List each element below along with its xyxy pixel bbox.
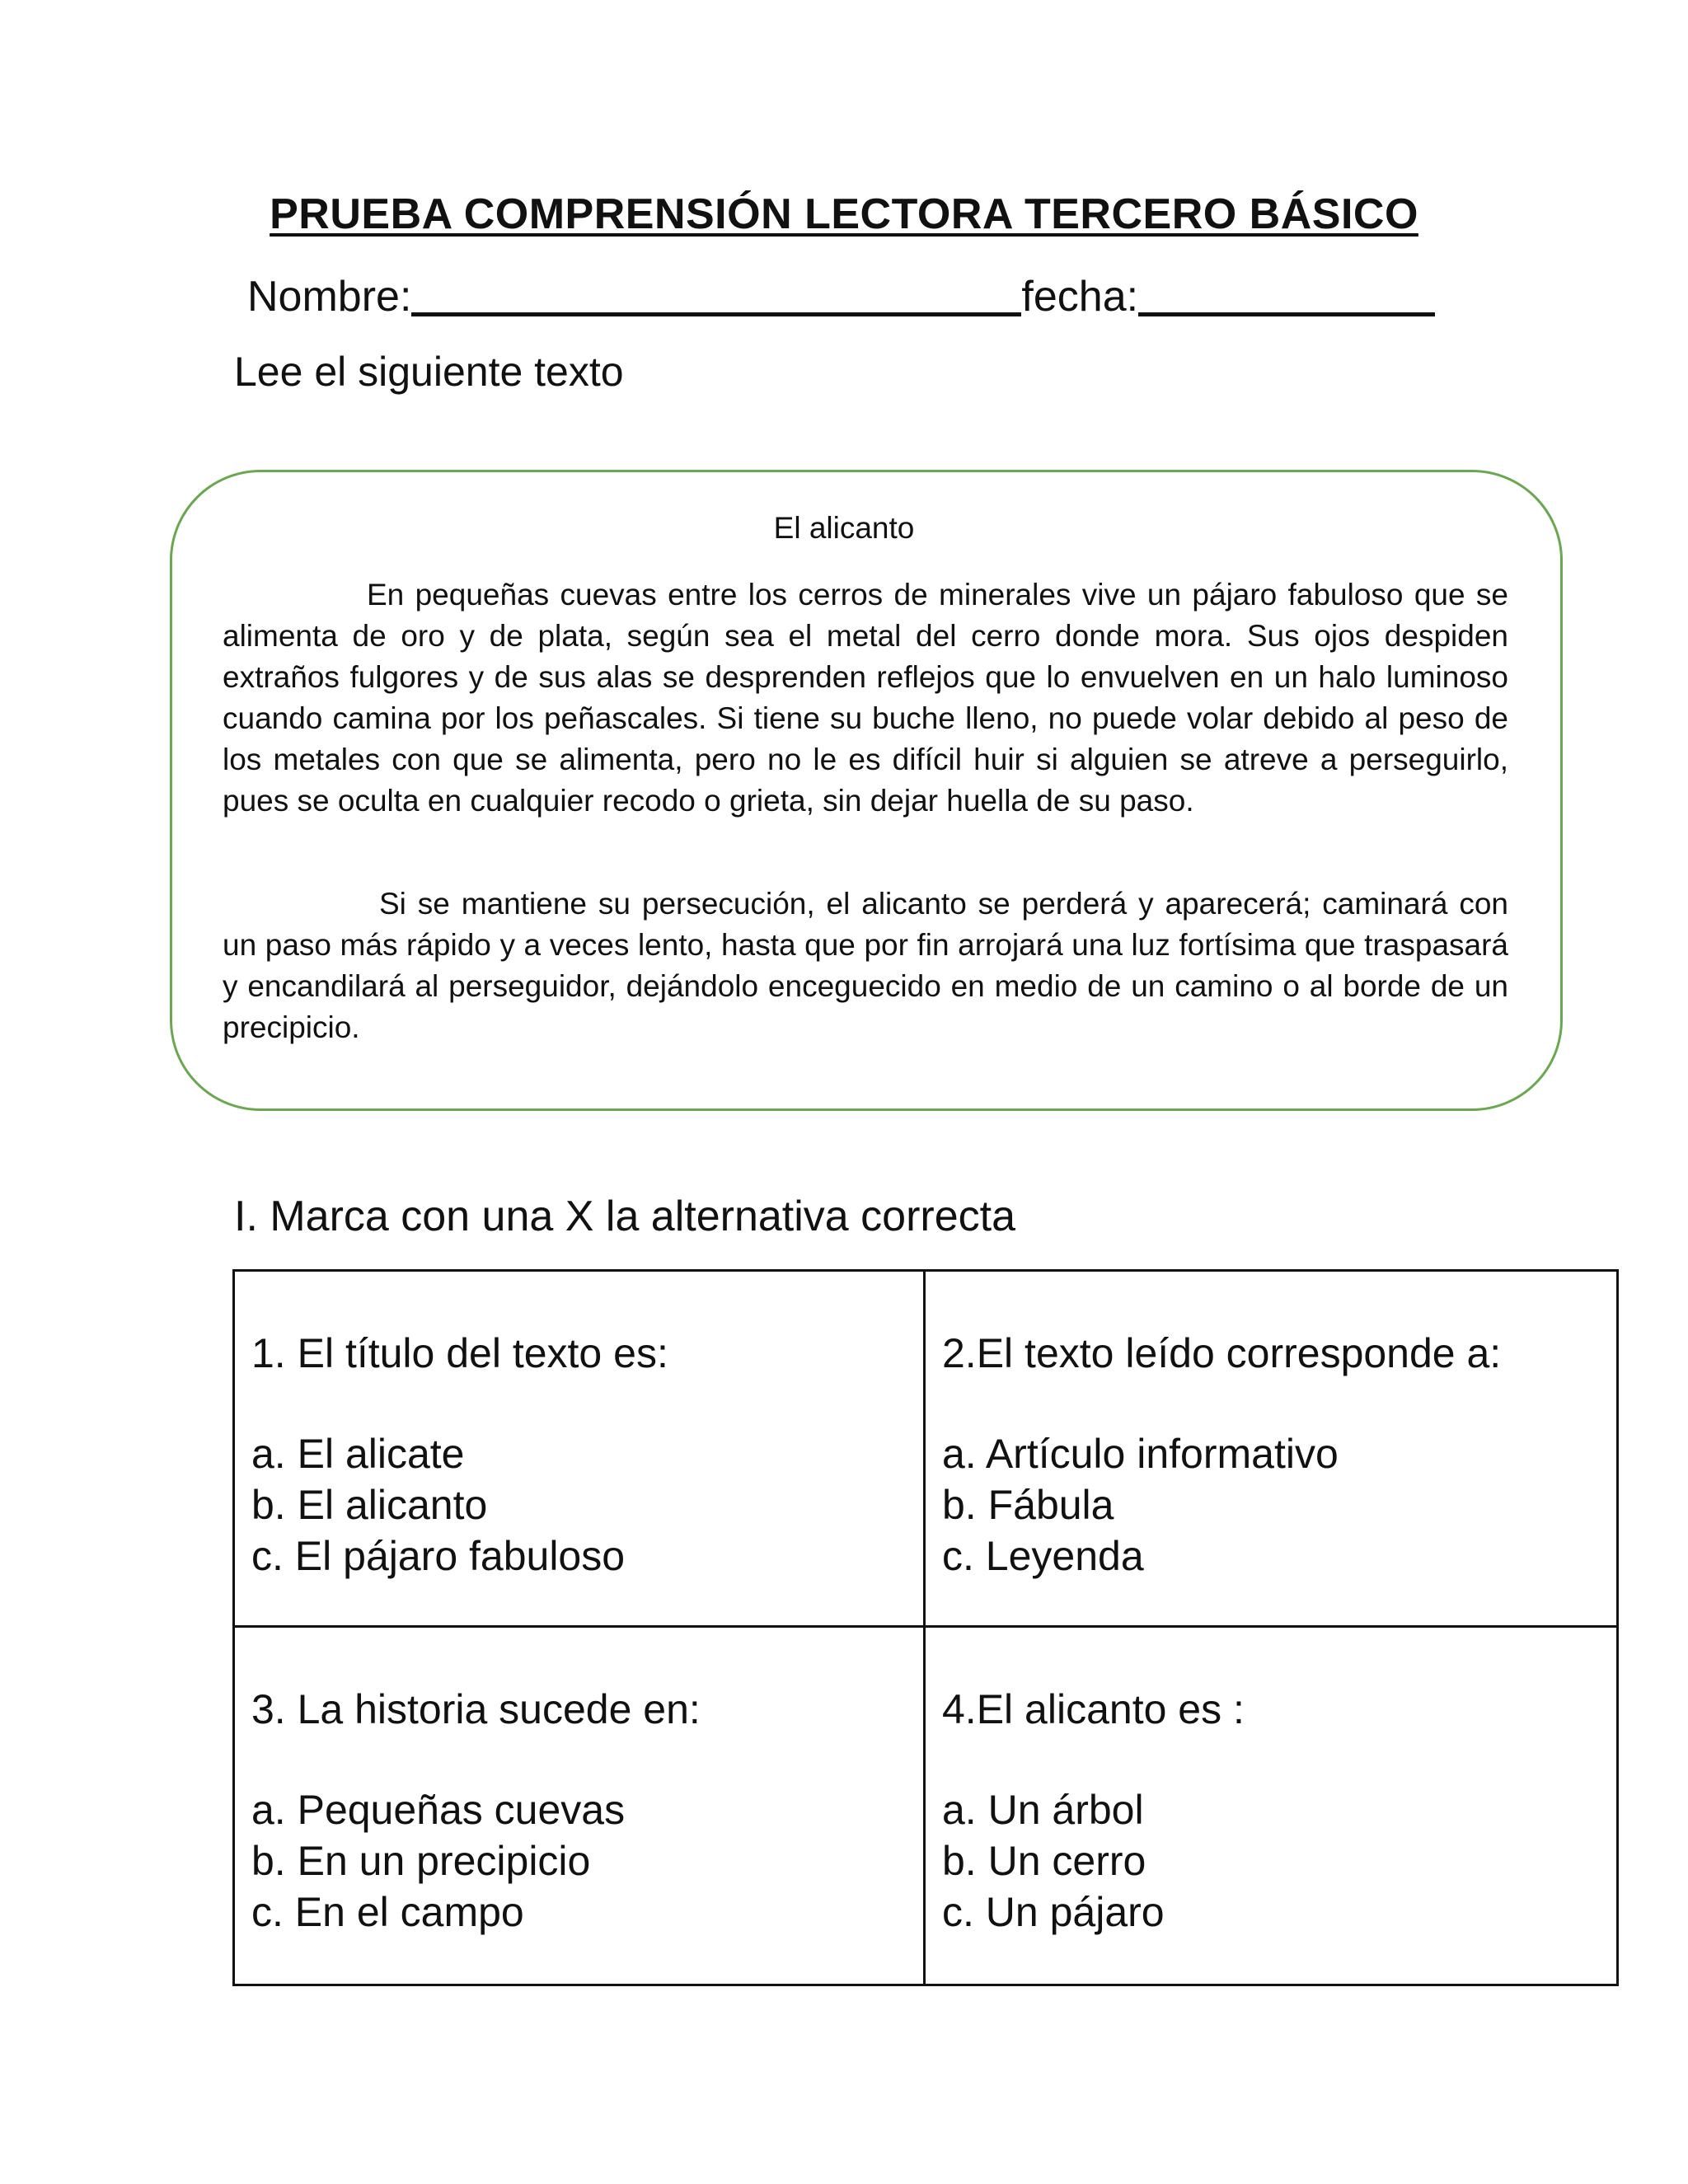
story-paragraph — [223, 883, 1508, 1048]
question-cell — [926, 1628, 1616, 1984]
story-paragraph-text: Si se mantiene su persecución, el alicanto se perderá y aparecerá; caminará con un paso más rápido y a veces lento, hasta que por fin arrojará una luz fortísima que traspasará y encandilará al perseguidor, dejándolo enceguecido en medio de un camino o al borde de un precipicio. — [223, 887, 1508, 1044]
question-prompt: 3. La historia sucede en: — [251, 1686, 701, 1732]
answer-option[interactable]: a. Un árbol — [942, 1787, 1144, 1833]
answer-option[interactable]: b. En un precipicio — [251, 1838, 591, 1884]
question-prompt: 1. El título del texto es: — [251, 1330, 668, 1376]
answer-option[interactable]: c. Un pájaro — [942, 1889, 1165, 1935]
question-cell — [926, 1272, 1616, 1628]
question-cell — [235, 1272, 926, 1628]
answer-option[interactable]: a. El alicate — [251, 1431, 465, 1477]
question-prompt: 2.El texto leído corresponde a: — [942, 1330, 1502, 1376]
name-label: Nombre: — [247, 273, 412, 321]
answer-option[interactable]: b. Fábula — [942, 1482, 1114, 1528]
answer-option[interactable]: a. Artículo informativo — [942, 1431, 1339, 1477]
reading-instruction: Lee el siguiente texto — [234, 349, 624, 395]
story-title: El alicanto — [773, 511, 915, 545]
answer-option[interactable]: c. El pájaro fabuloso — [251, 1533, 626, 1579]
page-title: PRUEBA COMPRENSIÓN LECTORA TERCERO BÁSICO — [270, 190, 1418, 238]
name-blank[interactable] — [411, 276, 1021, 316]
answer-option[interactable]: b. Un cerro — [942, 1838, 1146, 1884]
answer-option[interactable]: c. Leyenda — [942, 1533, 1144, 1579]
name-date-line — [247, 272, 1435, 321]
answer-option[interactable]: c. En el campo — [251, 1889, 524, 1935]
date-blank[interactable] — [1138, 276, 1435, 316]
questions-table — [232, 1269, 1619, 1986]
question-cell — [235, 1628, 926, 1984]
section-heading: I. Marca con una X la alternativa correcta — [234, 1193, 1016, 1240]
story-paragraph — [223, 574, 1508, 822]
answer-option[interactable]: b. El alicanto — [251, 1482, 488, 1528]
story-paragraph-text: En pequeñas cuevas entre los cerros de minerales vive un pájaro fabuloso que se alimenta de oro y de plata, según sea el metal del cerro donde mora. Sus ojos despiden extraños fulgores y de sus alas se desprenden reflejos que lo envuelven en un halo luminoso cuando camina por los peñascales. Si tiene su buche lleno, no puede volar debido al peso de los metales con que se alimenta, pero no le es difícil huir si alguien se atreve a perseguirlo, pues se oculta en cualquier recodo o grieta, sin dejar huella de su paso. — [223, 578, 1508, 818]
question-prompt: 4.El alicanto es : — [942, 1686, 1245, 1732]
answer-option[interactable]: a. Pequeñas cuevas — [251, 1787, 626, 1833]
date-label: fecha: — [1021, 273, 1139, 321]
